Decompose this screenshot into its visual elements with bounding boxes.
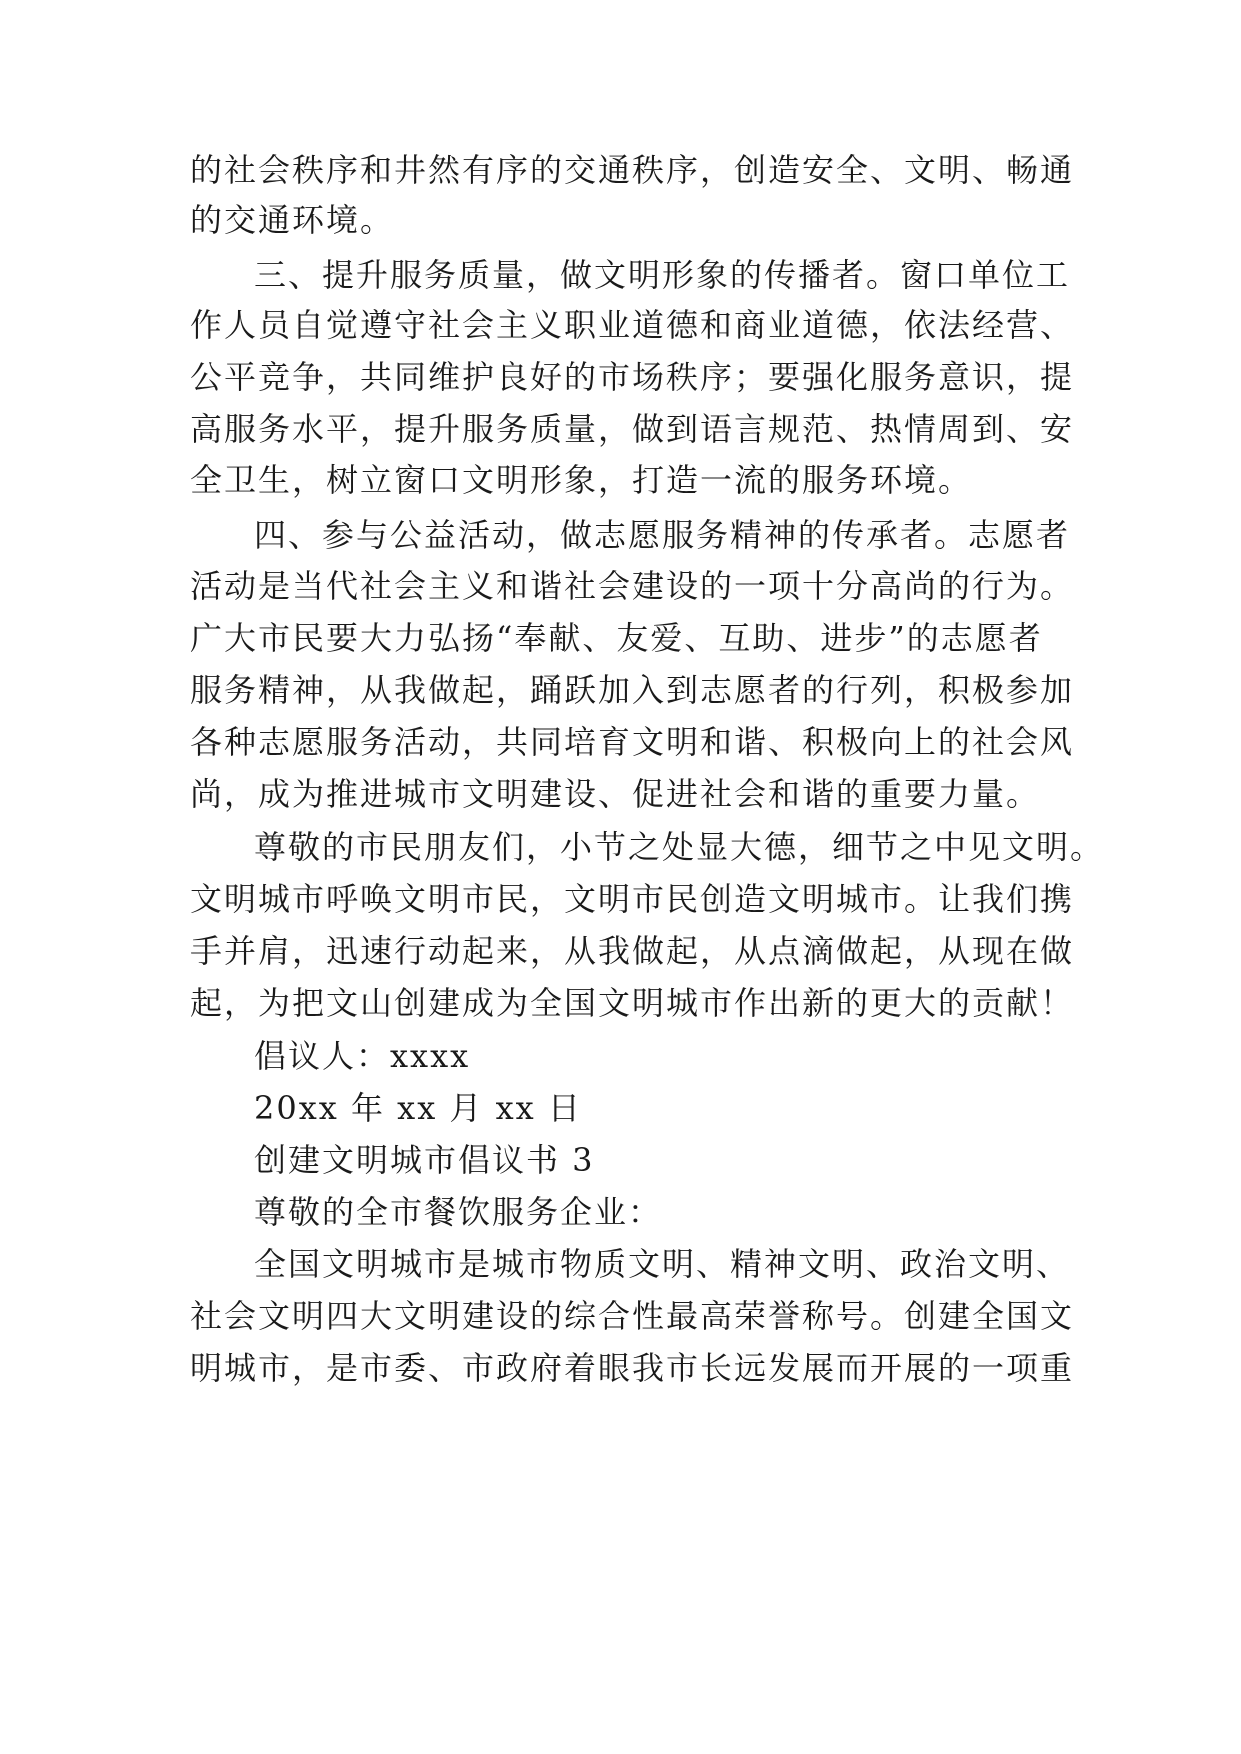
text-line: 文明城市呼唤文明市民，文明市民创造文明城市。让我们携 — [190, 880, 1075, 918]
text-line: 广大市民要大力弘扬“奉献、友爱、互助、进步”的志愿者 — [190, 619, 1043, 657]
text-line: 社会文明四大文明建设的综合性最高荣誉称号。创建全国文 — [190, 1297, 1075, 1335]
text-line: 明城市，是市委、市政府着眼我市长远发展而开展的一项重 — [190, 1349, 1075, 1387]
text-line: 的交通环境。 — [190, 201, 395, 239]
paragraph-start-line: 三、提升服务质量，做文明形象的传播者。窗口单位工 — [254, 256, 1071, 294]
proposer-line: 倡议人：xxxx — [254, 1037, 471, 1075]
text-line: 公平竞争，共同维护良好的市场秩序；要强化服务意识，提 — [190, 358, 1075, 396]
text-line: 全卫生，树立窗口文明形象，打造一流的服务环境。 — [190, 461, 973, 499]
salutation-line: 尊敬的全市餐饮服务企业： — [254, 1193, 663, 1231]
text-line: 活动是当代社会主义和谐社会建设的一项十分高尚的行为。 — [190, 567, 1075, 605]
text-line: 起，为把文山创建成为全国文明城市作出新的更大的贡献！ — [190, 984, 1075, 1022]
text-line: 各种志愿服务活动，共同培育文明和谐、积极向上的社会风 — [190, 723, 1075, 761]
section-title: 创建文明城市倡议书 3 — [254, 1141, 595, 1179]
text-line: 尚，成为推进城市文明建设、促进社会和谐的重要力量。 — [190, 775, 1041, 813]
text-line: 的社会秩序和井然有序的交通秩序，创造安全、文明、畅通 — [190, 151, 1075, 189]
text-line: 高服务水平，提升服务质量，做到语言规范、热情周到、安 — [190, 410, 1075, 448]
text-line: 服务精神，从我做起，踊跃加入到志愿者的行列，积极参加 — [190, 671, 1075, 709]
date-line: 20xx 年 xx 月 xx 日 — [254, 1089, 582, 1127]
paragraph-start-line: 四、参与公益活动，做志愿服务精神的传承者。志愿者 — [254, 516, 1071, 554]
text-line: 作人员自觉遵守社会主义职业道德和商业道德，依法经营、 — [190, 306, 1075, 344]
paragraph-start-line: 尊敬的市民朋友们，小节之处显大德，细节之中见文明。 — [254, 828, 1105, 866]
text-line: 手并肩，迅速行动起来，从我做起，从点滴做起，从现在做 — [190, 932, 1075, 970]
paragraph-start-line: 全国文明城市是城市物质文明、精神文明、政治文明、 — [254, 1245, 1071, 1283]
